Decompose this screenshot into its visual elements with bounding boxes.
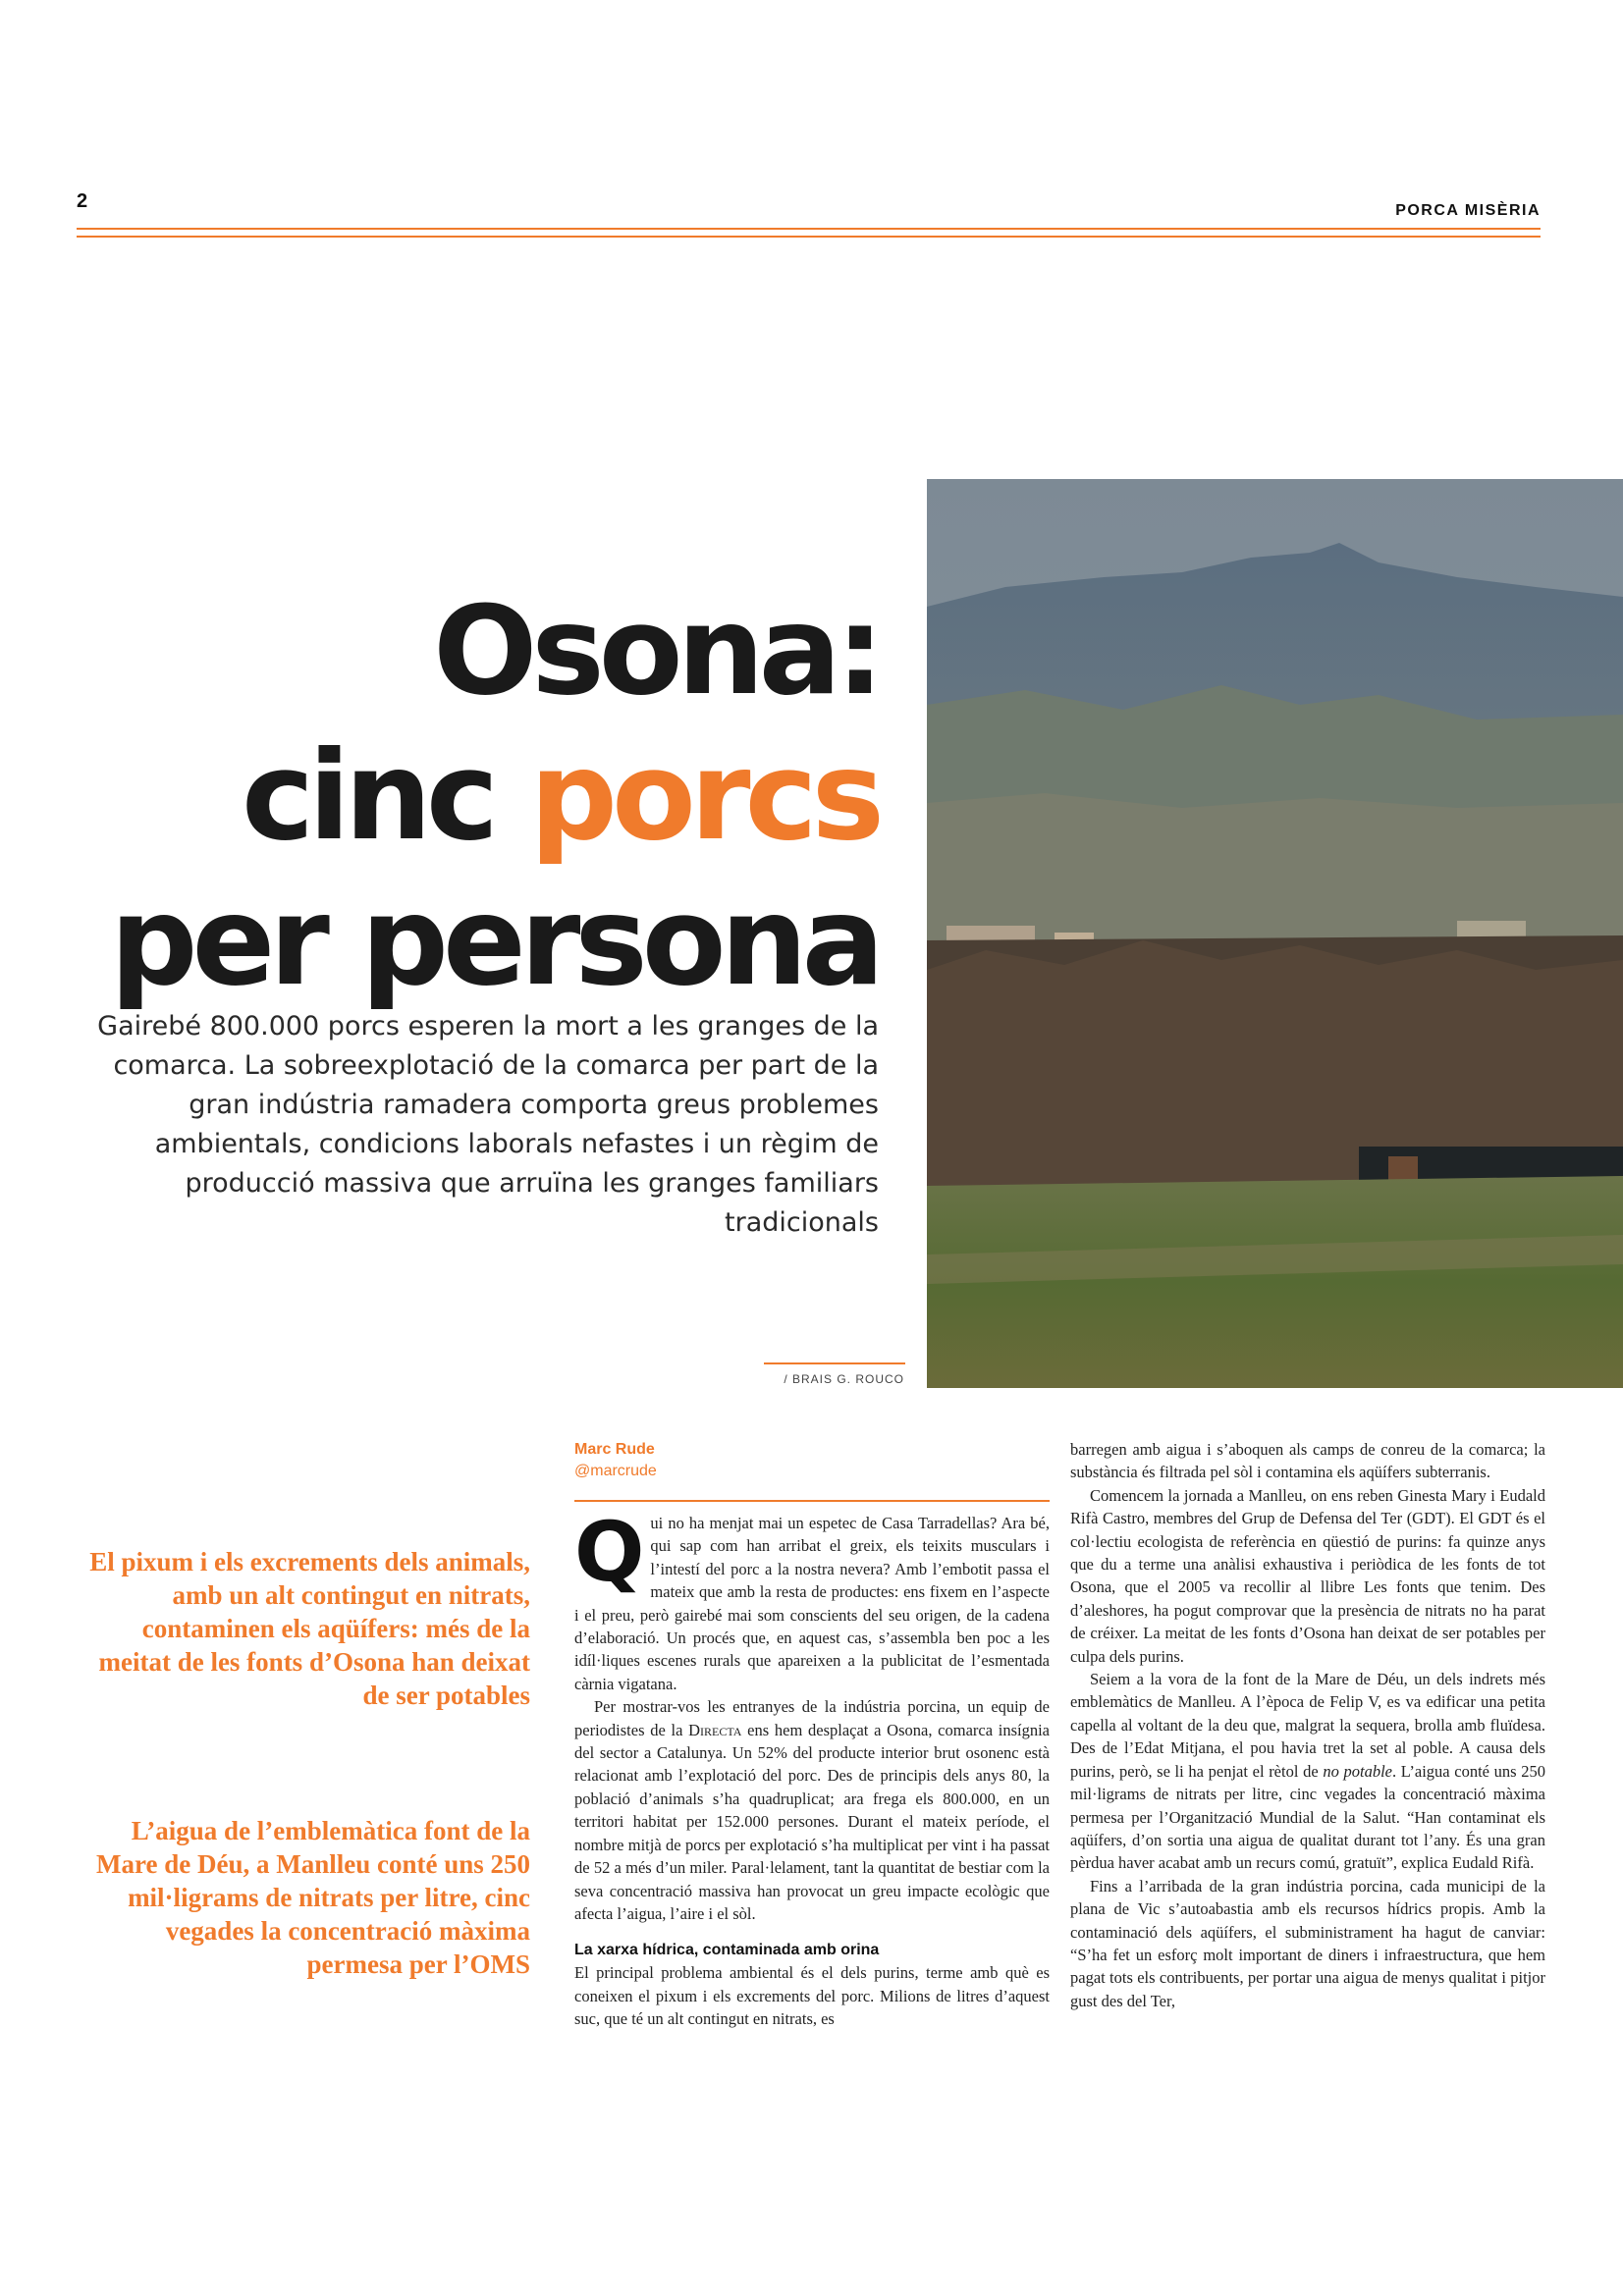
header-rule-bottom xyxy=(77,236,1541,238)
article-paragraph: Comencem la jornada a Manlleu, on ens reben Ginesta Mary i Eudald Rifà Castro, membres del Grup de Defensa del Ter (GDT). El GDT és el col·lectiu ecologista de referència en qüestió de purins: fa quinze anys que du a terme una anàlisi exhaustiva i periòdica de les fonts de tot Osona, que el 2005 va recollir al llibre Les fonts que tenim. Des d’aleshores, ha pogut comprovar que la presència de nitrats no ha parat de créixer. La meitat de les fonts d’Osona han deixat de ser potables per culpa dels purins. xyxy=(1070,1485,1545,1666)
paragraph-text: Per mostrar-vos les entranyes de la indústria porcina, un equip de periodistes de la xyxy=(574,1697,1050,1739)
publication-name: Directa xyxy=(688,1720,742,1739)
article-column-2 xyxy=(1070,1438,1545,2012)
headline-line-3: per persona xyxy=(110,871,879,1013)
headline xyxy=(34,579,879,1015)
photo-credit-rule xyxy=(764,1362,905,1364)
headline-line-2-text: cinc xyxy=(241,725,530,868)
paragraph-text: ui no ha menjat mai un espetec de Casa Tarradellas? Ara bé, qui sap com han arribat el greix, els teixits musculars i l’intestí del porc a la nostra nevera? Amb l’embotit passa el mateix que amb la resta de productes: ens fixem en l’aspecte i el preu, però gairebé mai som conscients del seu origen, de la cadena d’elaboració. Un procés que, en aquest cas, s’assembla ben poc a les idíl·liques escenes rurals que apareixen a la publicitat de l’esmentada càrnia vigatana. xyxy=(574,1514,1050,1693)
paragraph-text: Seiem a la vora de la font de la Mare de Déu, un dels indrets més emblemàtics de Manlleu. A l’època de Felip V, es va edificar una petita capella al voltant de la deu que, malgrat la sequera, brolla amb fluïdesa. Des de l’Edat Mitjana, el pou havia tret la set al poble. A causa dels purins, però, se li ha penjat el rètol de xyxy=(1070,1670,1545,1781)
header-rule-top xyxy=(77,228,1541,230)
paragraph-text: ens hem desplaçat a Osona, comarca insígnia del sector a Catalunya. Un 52% del producte interior brut osonenc està relacionat amb l’explotació del porc. Des de principis dels anys 80, la població d’animals s’ha quadruplicat; ara frega els 800.000, en un territori habitat per 152.000 persones. Durant el mateix període, el nombre mitjà de porcs per explotació s’ha multiplicat per vint i ha passat de 52 a més d’un miler. Paral·lelament, tant la quantitat de bestiar com la seva concentració massiva han provocat un greu impacte ecològic que afecta l’aigua, l’aire i el sòl. xyxy=(574,1720,1051,1923)
emphasis-text: no potable xyxy=(1323,1761,1393,1781)
photo-credit: / BRAIS G. ROUCO xyxy=(784,1372,904,1386)
article-column-1 xyxy=(574,1504,1051,2031)
headline-line-1: Osona: xyxy=(433,580,879,722)
headline-line-2 xyxy=(34,724,879,870)
article-paragraph: barregen amb aigua i s’aboquen als camps de conreu de la comarca; la substància és filtrada pel sòl i contamina els aqüífers subterranis. xyxy=(1070,1440,1545,1482)
article-paragraph: El principal problema ambiental és el dels purins, terme amb què es coneixen el pixum i els excrements del porc. Milions de litres d’aquest suc, que té un alt contingut en nitrats, es xyxy=(574,1963,1050,2029)
article-paragraph xyxy=(574,1504,1050,1695)
lede: Gairebé 800.000 porcs esperen la mort a les granges de la comarca. La sobreexplotació de la comarca per part de la gran indústria ramadera comporta greus problemes ambientals, condicions laborals nefastes i un règim de producció massiva que arruïna les granges familiars tradicionals xyxy=(97,1011,879,1238)
author-name: Marc Rude xyxy=(574,1441,655,1458)
headline-accent-word: porcs xyxy=(529,725,879,868)
pullquote: El pixum i els excrements dels animals, amb un alt contingut en nitrats, contaminen els aqüífers: més de la meitat de les fonts d’Osona han deixat de ser potables xyxy=(89,1547,530,1710)
page-number: 2 xyxy=(77,190,88,212)
drop-cap: Q xyxy=(574,1504,645,1600)
article-paragraph xyxy=(574,1695,1050,1925)
landscape-photo xyxy=(927,479,1623,1388)
author-handle[interactable]: @marcrude xyxy=(574,1463,657,1479)
subheading: La xarxa hídrica, contaminada amb orina xyxy=(574,1942,880,1959)
author-rule xyxy=(574,1500,1050,1502)
article-paragraph: Fins a l’arribada de la gran indústria porcina, cada municipi de la plana de Vic s’autoabastia amb els recursos hídrics propis. Amb la contaminació dels aqüífers, el subministrament ha hagut de canviar: “S’ha fet un esforç molt important de diners i infraestructura, que hem pagat tots els contribuents, per portar una aigua de menys qualitat i pitjor gust des del Ter, xyxy=(1070,1876,1545,2010)
article-paragraph xyxy=(1070,1668,1545,1875)
pullquote: L’aigua de l’emblemàtica font de la Mare de Déu, a Manlleu conté uns 250 mil·ligrams de nitrats per litre, cinc vegades la concentració màxima permesa per l’OMS xyxy=(96,1816,530,1979)
section-title: PORCA MISÈRIA xyxy=(1395,202,1541,219)
paragraph-text: . L’aigua conté uns 250 mil·ligrams de nitrats per litre, cinc vegades la concentració màxima permesa per l’Organització Mundial de la Salut. “Han contaminat els aqüífers, d’on sortia una aigua de qualitat durant tot l’any. És una gran pèrdua haver acabat amb un recurs comú, gratuït”, explica Eudald Rifà. xyxy=(1070,1761,1545,1873)
